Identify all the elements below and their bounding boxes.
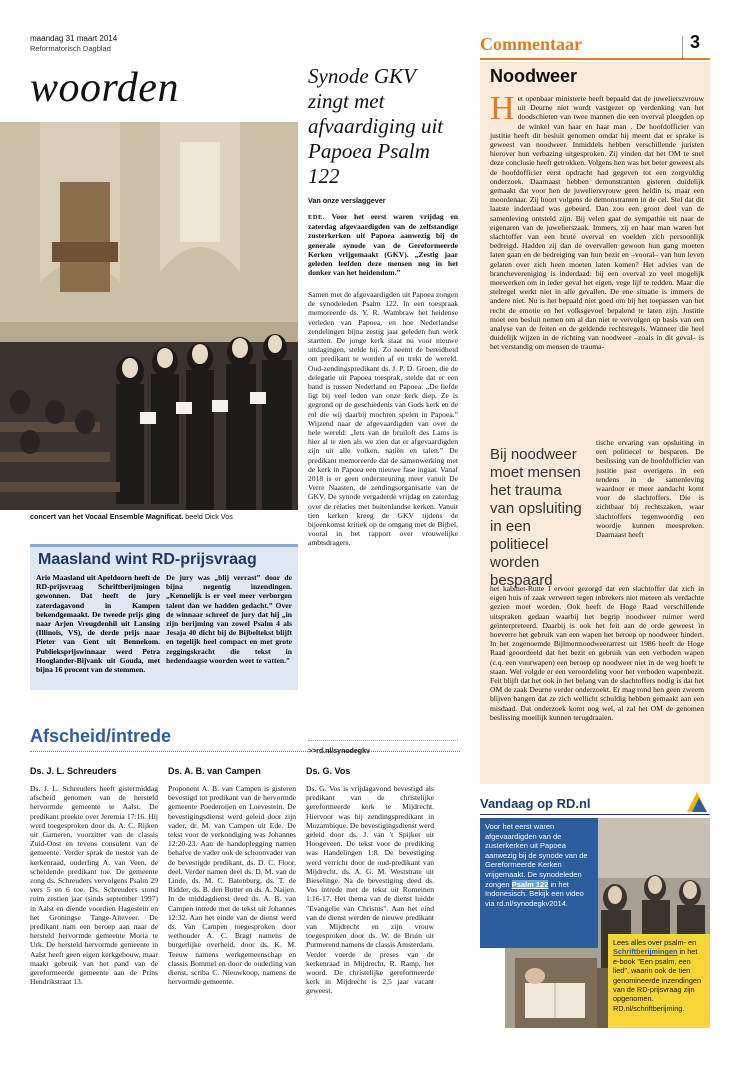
commentaar-rule [480,58,710,60]
vandaag-yellow-pre: Lees alles over psalm- en [613,938,697,947]
vandaag-video-teaser[interactable] [480,818,598,948]
synode-headline: Synode GKV zingt met afvaardiging uit Papoea Psalm 122 [308,64,444,188]
page-number: 3 [690,32,701,52]
commentaar-label: Commentaar [480,34,582,54]
vandaag-blue-pre: Voor het eerst waren afgevaardigden van de zusterkerken uit Papoea aanwezig bij de synode van de Gereformeerde Kerken vrijgemaakt. De synodeleden zongen [485,822,588,889]
commentaar-dropcap: H [490,90,515,127]
vandaag-heading: Vandaag op RD.nl [480,796,591,811]
synode-lead-text: Voor het eerst waren vrijdag en zaterdag afgevaardigden van de zelfstandige zusterkerken uit Papoea aanwezig bij de generale synode van de Gereformeerde Kerken vrijgemaakt (GKV). „Zestig jaar geleden leefden deze mensen nog in het donker van het heidendom.” [308,212,458,278]
commentaar-body-2: tische ervaring van opsluiting in een politiecel te besparen. De beslissing van de hoofdofficier van justitie past overigens in een tendens in de samenleving waardoor er meer aandacht komt voor de slachtoffers. Die is zichtbaar bij rechtszaken, waar slachtoffers tegenwoordig een woordje kunnen meespreken. Daarnaast heeft [596,438,704,540]
prize-column-2: De jury was „blij verrast” door de bijna negentig inzendingen. „Kennelijk is er veel meer verborgen talent dan we hadden gedacht.” Over de winnaar schreef de jury dat hij „in zijn berijming van zowel Psalm 4 als Jesaja 40 dicht bij de Bijbeltekst blijft en tegelijk heel compact en met grote zeggingskracht die tekst in hedendaagse woorden weet te vatten.” [166,573,292,665]
synode-divider [308,740,458,741]
masthead-date: maandag 31 maart 2014 [30,34,118,43]
photo-caption-text: concert van het Vocaal Ensemble Magnificat. [30,512,184,521]
vandaag-yellow-post: in het e-book "Een psalm, een lied", waarin ook de tien genomineerde inzendingen van de RD-prijsvraag zijn opgenomen. RD.nl/schriftberijming. [613,947,702,1013]
masthead-paper: Reformatorisch Dagblad [30,44,111,53]
vandaag-ebook-teaser[interactable] [608,934,710,1028]
commentaar-body-1-text: et openbaar ministerie heeft bepaald dat de juwelierszvrouw uit Deurne niet wordt vastgezet op verdenking van het doodschieten van twee mannen die een overval pleegden op de winkel van haar en haar man . De hoofdofficier van justitie heeft dit besluit genomen omdat hij meent dat er sprake is geweest van noodweer. Inmiddels hebben verschillende juristen hierover hun verbazing uitgesproken. Zij vinden dat het OM te snel deze conclusie heeft getrokken. Volgens hen was het beter geweest als de hoofdofficier eerst opdracht had gegeven tot een zorgvuldig onderzoek. Daarnaast hebben demonstranten gisteren duidelijk gemaakt dat voor hen de juweliersvrouw geen heldin is, maar een moordenaar. Zij hoort volgens de demonstranten in de cel. Stel dat dit laatste inderdaad was gebeurd. Dan zou een groot deel van de samenleving ontsteld zijn. Bij velen gaat de sympathie uit naar de eigenaren van de juwelierszaak. Immers, zij en haar man waren het slachtoffer van een brute overval en voelden zich persoonlijk bedreigd. Hadden zij dan de overvallen gewoon hun gang moeten laten gaan en de bedreiging van hun bezit en –vooral– van hun leven gelaten over zich heen moeten laten komen? Het advies van de branchevereniging is inderdaad: bij een overval zo veel mogelijk meewerken om in ieder geval het eigen, vege lijf te redden. Maar die stelregel werkt niet in alle gevallen. De ene situatie is immers de andere niet. Nu is het bepaald niet goed om bij het toepassen van het recht de emotie en het volksgevoel bepalend te laten zijn. Justitie moet een besluit nemen om al dan niet te vervolgen op basis van een analyse van de feiten en de geldende rechtsregels. Wanneer die heel duidelijk wijzen in de richting van noodweer –zoals in dit geval– is het verstandig om mensen de trauma- [490,94,704,352]
afscheid-divider [30,751,460,752]
prize-column-1: Arie Maasland uit Apeldoorn heeft de RD-prijsvraag Schriftberijmingen gewonnen. Dat heeft de jury zaterdagavond in Kampen bekendgemaakt. De tweede prijs ging naar Arjen Vreugdenhil uit Lansing (Illinois, VS), de derde prijs naar Pieter van Gent uit Bennekom. Publieksprijswinnaar werd Petra Hooglander-Bijvank uit Gouda, met bijna 16 procent van de stemmen. [36,573,160,675]
psalm-122-link[interactable]: Psalm 122 [511,879,549,889]
commentaar-box [480,62,710,784]
concert-photo-illustration [0,122,298,510]
commentaar-body-3: het kabinet-Rutte I ervoor gezorgd dat een slachtoffer dat zich in eigen huis of zaak verweert tegen inbrekers niet meteen als verdachte gezien moet worden. Ook heeft de Hoge Raad verschillende uitspraken gedaan waarbij het begrip noodweer ruimer werd geïnterpreteerd. Daarbij is ook het feit aan de orde geweest in hoeverre het gebruik van een wapen het beroep op noodweer hindert. In het zogenoemde Bijlmermoodweerarrest uit 1986 heeft de Hoge Raad geoordeeld dat het bezit en gebruik van een verboden wapen (c.q. een vuurwapen) een beroep op noodweer niet in de weg hoeft te staan. Wel volgde er een veroordeling voor het verboden wapenbezit. Feit blijft dat het ook in het belang van de slachtoffers nodig is dat het OM de zaak Deurne verder onderzoekt. Er mag rond hen geen zweem blijven hangen dat ze zich wellicht schuldig hebben gemaakt aan een misdaad. Dat onderzoek komt nog wel, al zal het OM de genomen beslissing moeilijk kunnen terugdraaien. [490,584,704,722]
synode-dateline: EDE. [308,214,325,221]
prize-box [30,544,298,690]
vandaag-blue-post: in het Indonesisch. Bekijk een video via rd.nl/synodegkv2014. [485,879,584,908]
prize-title: Maasland wint RD-prijsvraag [38,551,257,568]
synode-lead [308,212,458,277]
ds-vos-text: Ds. G. Vos is vrijdagavond bevestigd als predikant van de christelijke gereformeerde kerk te Mijdrecht. Hiervoor was hij zendingspredikant in Mozambique. De bevestigingsdienst werd geleid door ds. J. van 't Spijker uit Hoogeveen. De tekst voor de prediking was Handelingen 1:8. De bevestiging werd verricht door de oud-predikant van Mijdrecht, ds. A. G. M. Weststrate uit Bieselinge. Na de bevestiging deed ds. Vos intrede met de tekst uit Romeinen 1:16-17. Het thema van de dienst luidde "Evangelie van Christus". Aan het eind van de dienst werden de nieuwe predikant van Mijdrecht en zijn vrouw toegesproken door ds. W. de Bruin uit Purmerend namens de classis Amsterdam. Verder voerde de preses van de kerkenraad in Mijdrecht, R. Ramp, het woord. De christelijke gereformeerde kerk in Mijdrecht is 2,5 jaar vacant geweest. [306,784,435,996]
synode-link[interactable]: >>rd.nl/synodegkv [308,748,370,755]
afscheid-heading: Afscheid/intrede [30,726,172,746]
commentaar-pullquote: Bij noodweer moet mensen het trauma van opsluiting in een politiecel worden bespaard [490,446,582,589]
photo-caption [30,512,233,521]
rd-logo-icon [685,790,709,814]
commentaar-body-1 [490,90,704,352]
schriftberijmingen-link[interactable]: Schriftberijmingen [613,947,678,957]
vandaag-rule [480,814,710,815]
section-word: woorden [30,65,179,111]
ds-vos-name: Ds. G. Vos [306,766,351,776]
synode-byline: Van onze verslaggever [308,196,386,205]
ds-schreuders-text: Ds. J. L. Schreuders heeft gistermiddag afscheid genomen van de hersteld hervormde gemeente te Aalst. De predikant preekte over Jeremia 17:16. Hij werd toegesproken door ds. A. C. Rijken uit Gameren, voorzitter van de classis Zuid-Oost en tevens consulent van de gemeente. Verder sprak de nestor van de kerkenraad, ouderling A. van Veen, de scheidende predikant toe. De gemeente zong ds. Schreuders vervolgens Psalm 29 vers 5 en 6 toe. Ds. Schreuders stond ruim zestien jaar (sinds september 1997) in Aalst en diende voordien Hagestein en het Groningse Tange-Alteveer. De predikant nam een beroep aan naar de hersteld hervormde gemeente Moria te Urk. De hersteld hervormde gemeente in Aalst heeft geen eigen kerkgebouw, maar maakt gebruik van het pand van de gereformeerde gemeente aan de Prins Hendrikstraat 13. [30,784,158,987]
commentaar-title: Noodweer [490,66,578,86]
photo-credit: beeld Dick Vos [185,512,233,521]
ds-van-campen-text: Proponent A. B. van Campen is gisteren bevestigd tot predikant van de hervormde gemeente Poederoijen en Loevestein. De bevestigingsdienst werd geleid door zijn vader, dr. M. van Campen uit Ede. De tekst voor de verkondiging was Johannes 12:20-23. Aan de handoplegging namen behalve de vader ook de schoonvader van de bevestigde predikant, ds. D. C. Floor, deel. Verder namen deel ds. D. M. van de Linde, ds. M. C. Batenburg, ds. T. de Ridder, ds. B. den Butter en ds. A. Naijen. In de middagdienst deed ds. A. B. van Campen intrede met de tekst uit Johannes 12:32. Aan het einde van de dienst werd ds. Van Campen toegesproken door wethouder A. C. Bragt namens de burgerlijke overheid, door ds. K. M. Teeuw namens werkgemeenschap en classis Bommel en door de ouderling van dienst, scriba C. Nieuwkoop, namens de hervormde gemeente. [168,784,296,987]
ebook-photo [515,958,597,1028]
ds-van-campen-name: Ds. A. B. van Campen [168,766,261,776]
page-number-divider [682,36,683,58]
ds-schreuders-name: Ds. J. L. Schreuders [30,766,117,776]
concert-photo [0,122,298,510]
synode-body: Samen met de afgevaardigden uit Papoea zongen de synodeleden Psalm 122. In een toespraak memoreerde ds. Y. R. Wambraw het heidense verleden van Papoea, en hoe Nederlandse zendelingen bijna zestig jaar geleden hun werk startten. De jonge kerk staat nu voor nieuwe uitdagingen, stelde hij. Zo neemt de bereidheid om predikant te worden af en trekt de wereld. Oud-zendingspredikant ds. J. P. D. Groen, die de delegatie uit Papoea toesprak, stelde dat er een band is tussen Nederland en Papoea. „De liefde ligt bij veel leden van onze kerk diep. Ze is gegrond op de geschiedenis van Gods kerk en de rol die wij daarbij mochten spelen in Papoea.” Wijzend naar de afgevaardigden van over de hele wereld: „Iets van de bruiloft des Lams is hier al te zien als we zien dat er afgevaardigden zijn uit alle volken, natiën en talen.” De predikant memoreerde dat de samenwerking met de kerk in Papoea een nieuwe fase ingaat. Vanaf 2018 is er geen ondersteuning meer vanuit De Verre Naasten, de zendingsorganisatie van de GKV. De synode vergaderde vrijdag en zaterdag over de relaties met buitenlandse kerken. Vanuit tien kerken kreeg de GKV tijdens de bijeenkomst kritiek op de omgang met de Bijbel, vooral in het rapport over vrouwelijke ambtsdragers. [308,290,458,548]
